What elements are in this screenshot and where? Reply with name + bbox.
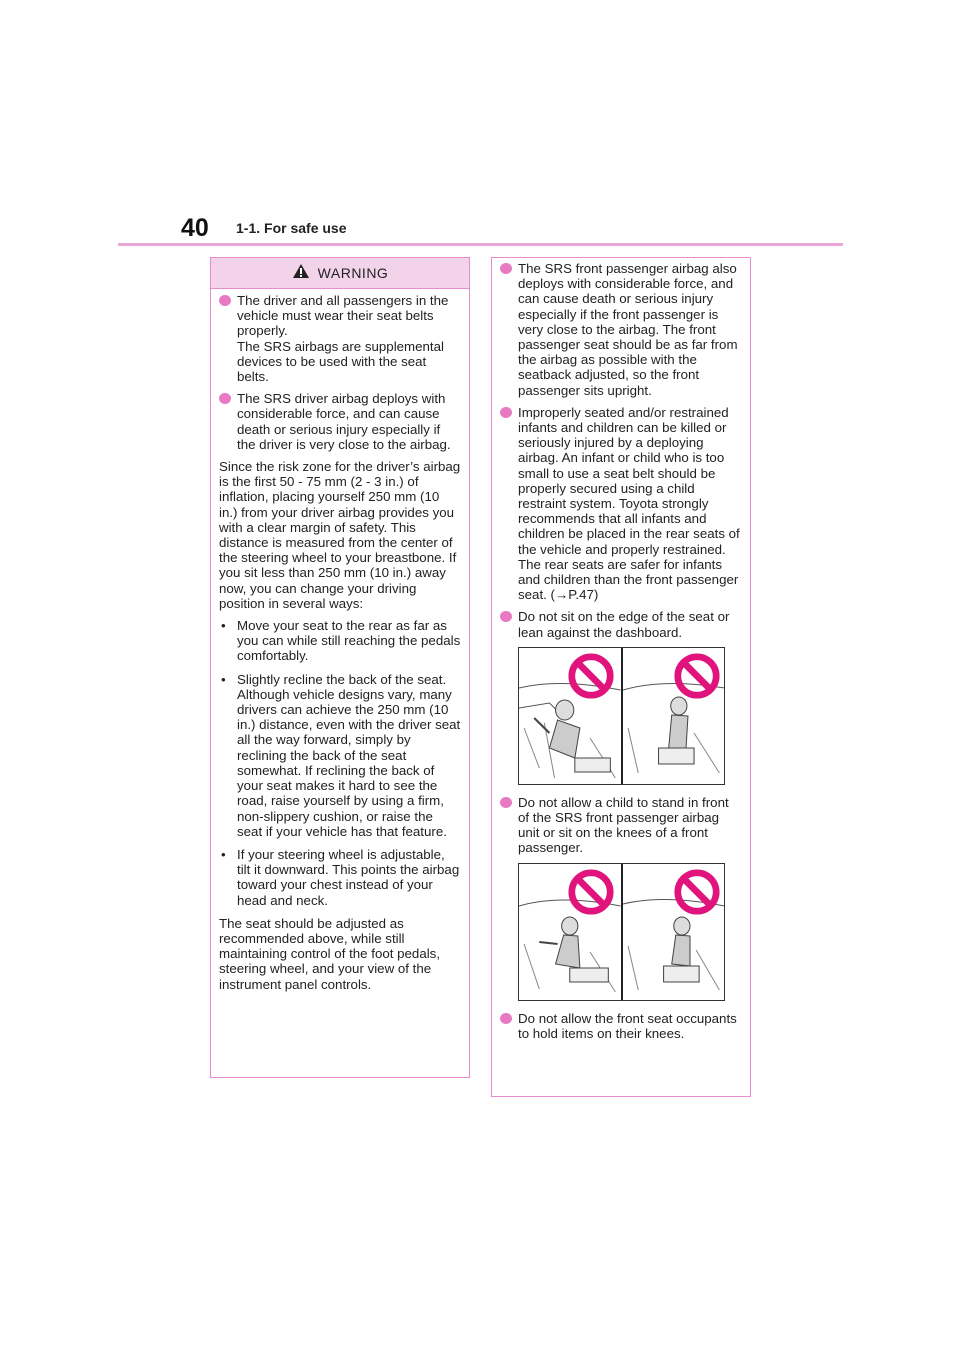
prohibition-icon xyxy=(567,652,615,700)
illustration-leaning-on-dashboard xyxy=(518,647,725,785)
bullet-item xyxy=(500,609,742,639)
bullet-text: The SRS front passenger airbag also deploys with considerable force, and can cause death or serious injury especially if the front passenger is very close to the airbag. The front passenger seat should be as far from the airbag as possible with the seatback adjusted, so the front passenger sits upright. xyxy=(518,261,738,398)
warning-header xyxy=(211,258,469,289)
bullet-text-part: Improperly seated and/or restrained infants and children can be killed or seriously injured by a deploying airbag. An infant or child who is too small to use a seat belt should be properly secured using a child restraint system. Toyota strongly recommends that all infants and children be placed in the rear seats of the vehicle and properly restrained. The rear seats are safer for infants and children than the front passenger seat. ( xyxy=(518,404,740,603)
sub-bullet-item xyxy=(219,847,461,908)
paragraph: The seat should be adjusted as recommended above, while still maintaining control of the foot pedals, steering wheel, and your view of the instrument panel controls. xyxy=(219,915,441,992)
bullet-item xyxy=(500,405,742,603)
bullet-text xyxy=(518,405,742,603)
page-number: 40 xyxy=(181,214,209,242)
bullet-dot-icon xyxy=(219,295,231,306)
sub-bullet-text: Move your seat to the rear as far as you can while still reaching the pedals comfortably. xyxy=(237,618,461,664)
bullet-text: Do not allow the front seat occupants to hold items on their knees. xyxy=(518,1010,737,1041)
bullet-text-part: ) xyxy=(593,587,599,603)
prohibition-icon xyxy=(567,868,615,916)
bullet-item xyxy=(500,261,742,398)
bullet-item xyxy=(500,1011,742,1041)
prohibition-icon xyxy=(673,868,721,916)
bullet-text: Do not sit on the edge of the seat or lean against the dashboard. xyxy=(518,609,730,640)
header-rule xyxy=(118,243,843,246)
bullet-text: Do not allow a child to stand in front of the SRS front passenger airbag unit or sit on the knees of a front passenger. xyxy=(518,794,729,856)
bullet-dot-icon xyxy=(219,393,231,404)
illustration-panel xyxy=(623,648,725,784)
paragraph: Since the risk zone for the driver’s airbag is the first 50 - 75 mm (2 - 3 in.) of inflation, placing yourself 250 mm (10 in.) from your driver airbag provides you with a clear margin of safety. This distance is measured from the center of the steering wheel to your breastbone. If you sit less than 250 mm (10 in.) away now, you can change your driving position in several ways: xyxy=(219,459,461,611)
warning-triangle-icon xyxy=(292,263,310,284)
arrow-icon: → xyxy=(554,587,569,603)
sub-bullet-marker: • xyxy=(221,846,226,862)
bullet-dot-icon xyxy=(500,797,512,808)
sub-bullet-text: If your steering wheel is adjustable, tilt it downward. This points the airbag toward your chest instead of your head and neck. xyxy=(237,846,460,908)
bullet-dot-icon xyxy=(500,263,512,274)
illustration-panel xyxy=(519,648,621,784)
bullet-dot-icon xyxy=(500,407,512,418)
section-title: 1-1. For safe use xyxy=(236,220,347,236)
bullet-dot-icon xyxy=(500,1013,512,1024)
page-reference-link[interactable]: P.47 xyxy=(568,587,594,603)
prohibition-icon xyxy=(673,652,721,700)
sub-bullet-marker: • xyxy=(221,671,226,687)
warning-box-continued xyxy=(491,257,751,1097)
warning-box xyxy=(210,257,470,1078)
illustration-panel xyxy=(519,864,621,1000)
bullet-item xyxy=(500,795,742,856)
illustration-panel xyxy=(623,864,725,1000)
warning-title: WARNING xyxy=(317,265,389,281)
bullet-item xyxy=(219,391,461,452)
sub-bullet-item xyxy=(219,672,461,839)
sub-bullet-marker: • xyxy=(221,618,226,634)
bullet-text: The SRS driver airbag deploys with considerable force, and can cause death or serious injury especially if the driver is very close to the airbag. xyxy=(237,391,451,452)
sub-bullet-text: Slightly recline the back of the seat. Although vehicle designs vary, many drivers can achieve the 250 mm (10 in.) distance, even with the driver seat all the way forward, simply by reclining the back of the seat somewhat. If reclining the back of your seat makes it hard to see the road, raise yourself by using a firm, non-slippery cushion, or raise the seat if your vehicle has that feature. xyxy=(237,671,461,839)
illustration-child-in-front xyxy=(518,863,725,1001)
sub-bullet-item xyxy=(219,618,461,664)
bullet-text: The driver and all passengers in the vehicle must wear their seat belts properly. xyxy=(237,293,449,339)
bullet-text: The SRS airbags are supplemental devices to be used with the seat belts. xyxy=(237,338,444,385)
bullet-dot-icon xyxy=(500,611,512,622)
bullet-item xyxy=(219,293,461,384)
